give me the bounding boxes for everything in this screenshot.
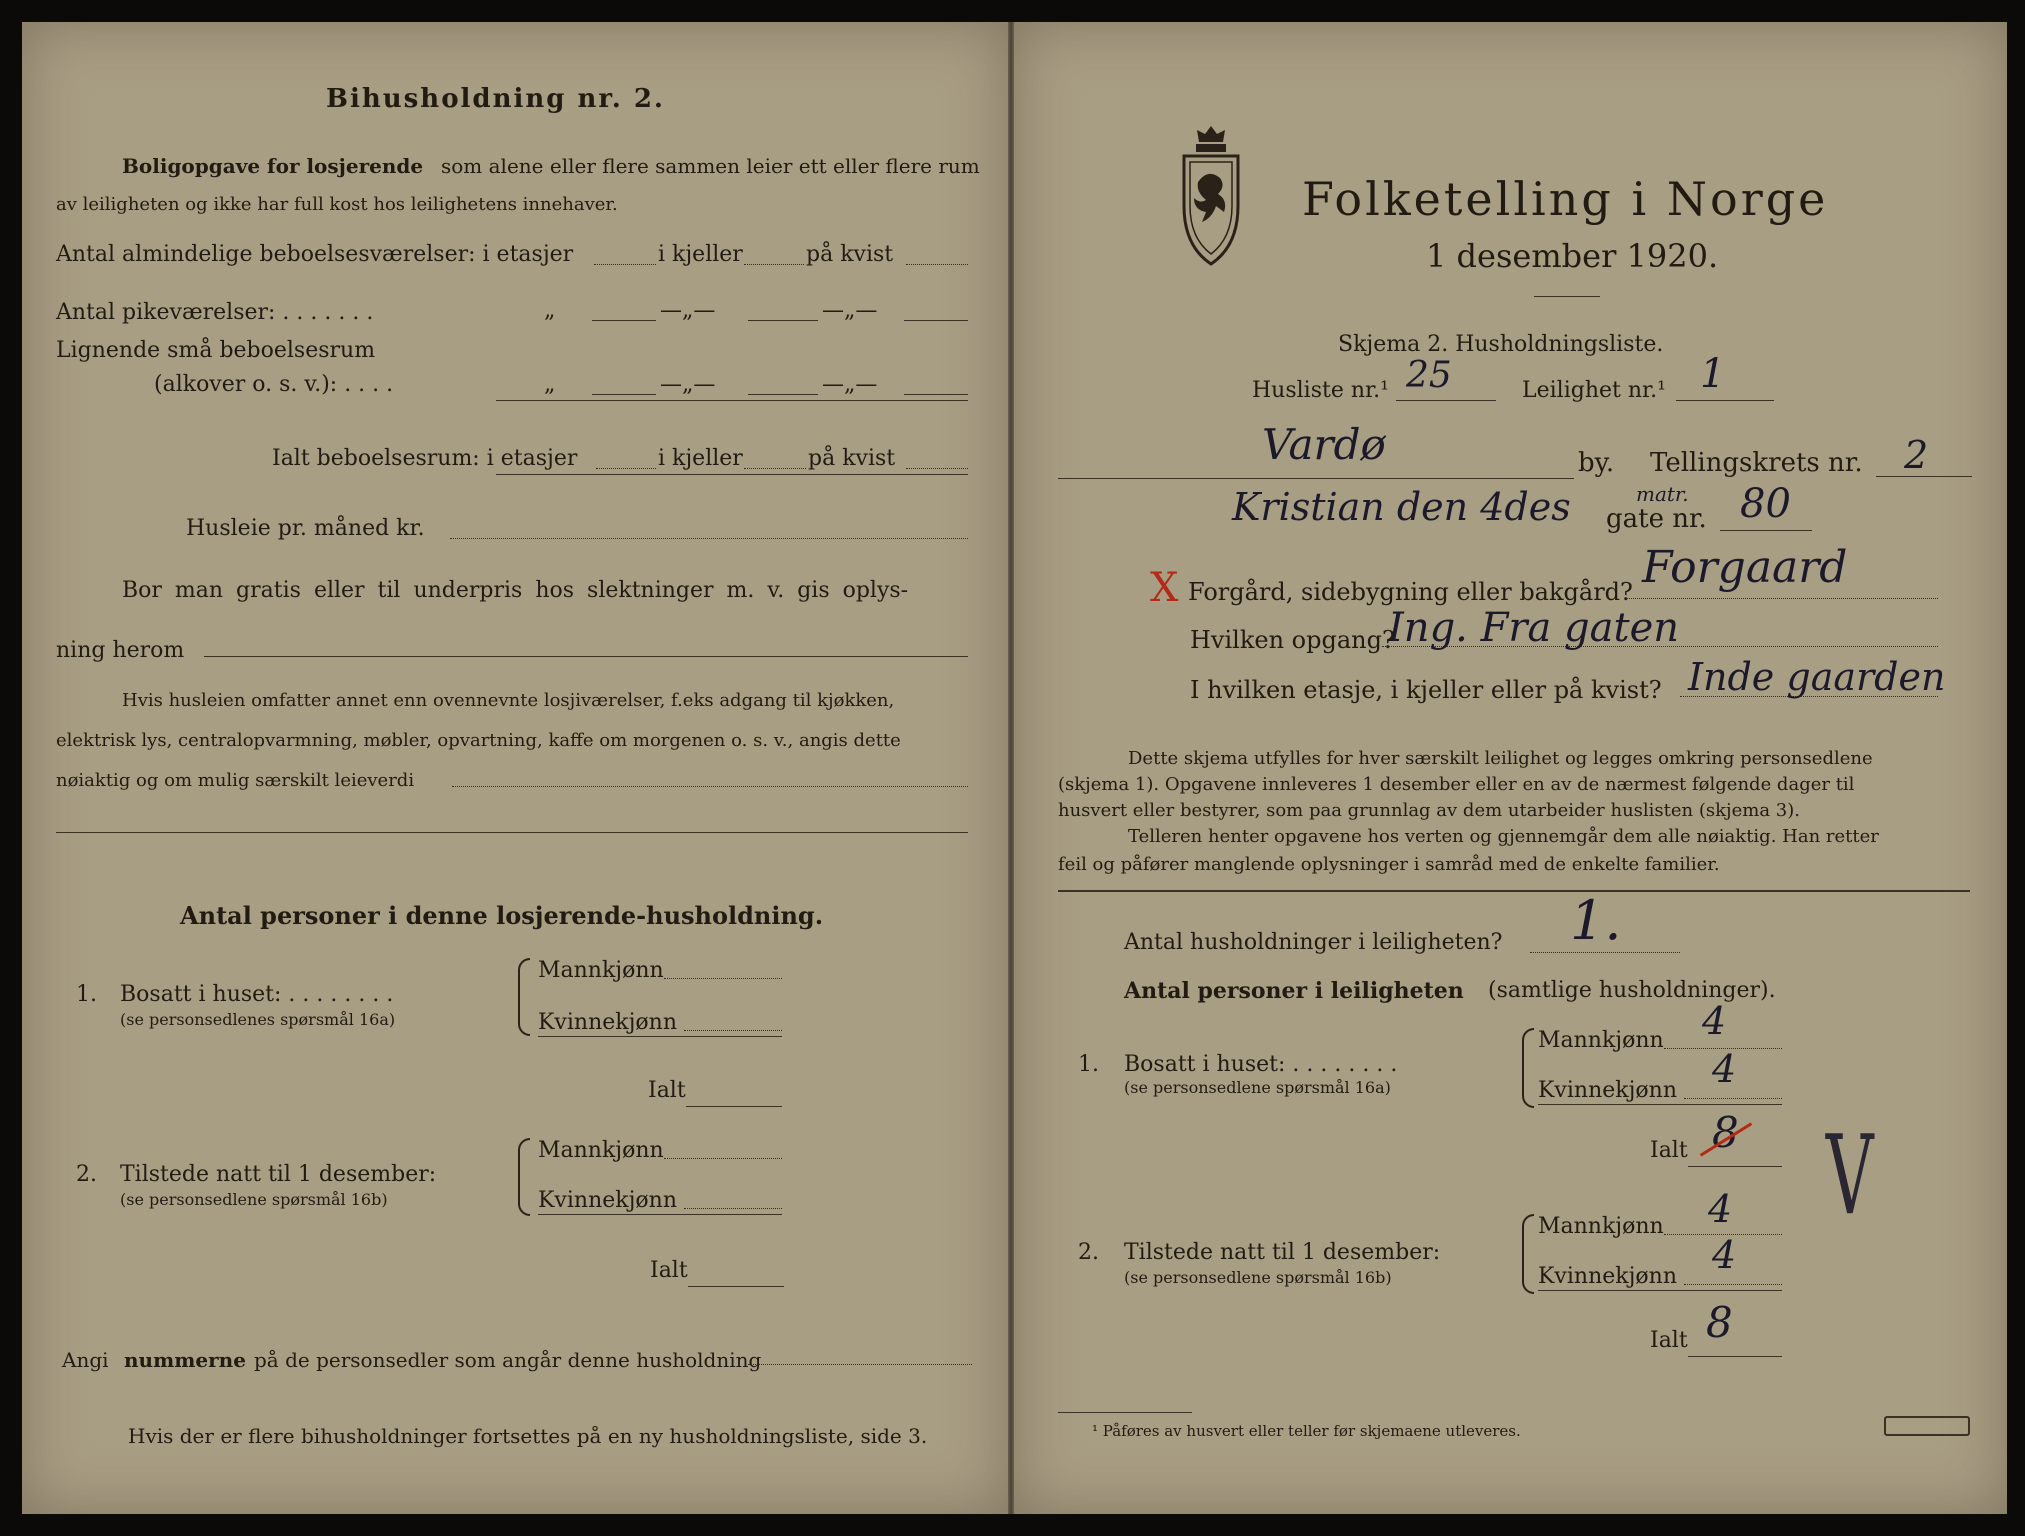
gate-abbr: matr. bbox=[1636, 482, 1689, 506]
left-q2-kvinne-label: Kvinnekjønn bbox=[538, 1188, 677, 1213]
forgard-value: Forgaard bbox=[1642, 542, 1848, 593]
right-q2-brace bbox=[1522, 1214, 1534, 1294]
left-q1-ialt-field[interactable] bbox=[686, 1106, 782, 1107]
ialt-underline bbox=[496, 474, 968, 475]
right-persons-rest: (samtlige husholdninger). bbox=[1488, 978, 1776, 1003]
note-line5: feil og påfører manglende oplysninger i samråd med de enkelte familier. bbox=[1058, 854, 1720, 875]
right-q1-ialt-field[interactable] bbox=[1688, 1166, 1782, 1167]
forgard-label: Forgård, sidebygning eller bakgård? bbox=[1188, 578, 1633, 606]
opgang-label: Hvilken opgang? bbox=[1190, 626, 1395, 654]
antal-hush-value: 1. bbox=[1570, 889, 1622, 952]
pike-etasjer-field[interactable] bbox=[592, 320, 656, 321]
left-q1-underline bbox=[538, 1036, 782, 1037]
leieverdi-field[interactable] bbox=[452, 786, 968, 787]
antal-kvist-label: på kvist bbox=[806, 242, 894, 267]
bor-line2: ning herom bbox=[56, 638, 185, 663]
lignende-line2: (alkover o. s. v.): . . . . bbox=[154, 372, 394, 397]
angi-pre: Angi bbox=[62, 1348, 109, 1372]
antal-kjeller-field[interactable] bbox=[744, 264, 804, 265]
left-q2-kvinne-field[interactable] bbox=[684, 1208, 782, 1209]
right-q1-kvinne-label: Kvinnekjønn bbox=[1538, 1078, 1677, 1103]
antal-kjeller-label: i kjeller bbox=[658, 242, 743, 267]
leieverdi-field-2[interactable] bbox=[56, 832, 968, 833]
right-q2-sub: (se personsedlene spørsmål 16b) bbox=[1124, 1268, 1392, 1287]
antal-label: Antal almindelige beboelsesværelser: i etasjer bbox=[56, 242, 574, 267]
ialt-kjeller-field[interactable] bbox=[744, 468, 806, 469]
lignende-etasjer-field[interactable] bbox=[592, 394, 656, 395]
bor-line1: Bor man gratis eller til underpris hos slektninger m. v. gis oplys- bbox=[122, 578, 909, 603]
lignende-ditto-3: —„— bbox=[822, 372, 878, 397]
lignende-ditto-2: —„— bbox=[660, 372, 716, 397]
skjema-label: Skjema 2. Husholdningsliste. bbox=[1338, 332, 1664, 357]
krets-value: 2 bbox=[1904, 433, 1929, 477]
left-q1-sub: (se personsedlenes spørsmål 16a) bbox=[120, 1010, 396, 1029]
leilighet-field[interactable] bbox=[1676, 400, 1774, 401]
note-line4: Telleren henter opgavene hos verten og gjennemgår dem alle nøiaktig. Han retter bbox=[1128, 826, 1879, 847]
right-persons-bold: Antal personer i leiligheten bbox=[1124, 978, 1464, 1004]
right-q1-label: Bosatt i huset: . . . . . . . . bbox=[1124, 1052, 1398, 1077]
gate-value: Kristian den 4des bbox=[1232, 485, 1571, 529]
left-q1-mann-label: Mannkjønn bbox=[538, 958, 664, 983]
krets-label: Tellingskrets nr. bbox=[1650, 448, 1863, 478]
pike-ditto: „ bbox=[544, 298, 556, 323]
left-persons-heading: Antal personer i denne losjerende-husholdning. bbox=[180, 901, 824, 930]
intro-bold: Boligopgave for losjerende bbox=[122, 154, 424, 178]
note-line3: husvert eller bestyrer, som paa grunnlag av dem utarbeider huslisten (skjema 3). bbox=[1058, 800, 1800, 821]
right-title: Folketelling i Norge bbox=[1302, 172, 1829, 226]
right-q1-kvinne-field[interactable] bbox=[1684, 1098, 1782, 1099]
angi-rest: på de personsedler som angår denne husholdning bbox=[254, 1348, 762, 1372]
angi-field[interactable] bbox=[748, 1364, 972, 1365]
left-q1-label: Bosatt i huset: . . . . . . . . bbox=[120, 982, 394, 1007]
footnote-rule bbox=[1058, 1412, 1192, 1413]
by-field[interactable] bbox=[1058, 478, 1574, 479]
left-q1-mann-field[interactable] bbox=[664, 978, 782, 979]
husleie-label: Husleie pr. måned kr. bbox=[186, 516, 425, 541]
lignende-kjeller-field[interactable] bbox=[748, 394, 818, 395]
pike-label: Antal pikeværelser: . . . . . . . bbox=[56, 300, 374, 325]
antal-etasjer-field[interactable] bbox=[594, 264, 656, 265]
left-q1-num: 1. bbox=[76, 982, 97, 1007]
note-rule bbox=[1058, 890, 1970, 892]
husleie-field[interactable] bbox=[450, 538, 968, 539]
right-q2-ialt-label: Ialt bbox=[1650, 1328, 1688, 1353]
pike-kvist-field[interactable] bbox=[904, 320, 968, 321]
gate-nr-value: 80 bbox=[1740, 481, 1791, 527]
husliste-value: 25 bbox=[1406, 355, 1452, 396]
leilighet-value: 1 bbox=[1700, 351, 1726, 397]
right-q1-ialt-value: 8 bbox=[1712, 1108, 1739, 1157]
note-line2: (skjema 1). Opgavene innleveres 1 desember eller en av de nærmest følgende dager til bbox=[1058, 774, 1855, 795]
right-q2-mann-label: Mannkjønn bbox=[1538, 1214, 1664, 1239]
left-title: Bihusholdning nr. 2. bbox=[326, 84, 665, 114]
title-rule bbox=[1534, 296, 1600, 297]
x-mark: X bbox=[1150, 565, 1179, 611]
left-q1-ialt-label: Ialt bbox=[648, 1078, 686, 1103]
ialt-kjeller-label: i kjeller bbox=[658, 446, 743, 471]
lignende-ditto: „ bbox=[544, 372, 556, 397]
right-q2-kvinne-label: Kvinnekjønn bbox=[1538, 1264, 1677, 1289]
left-q2-ialt-label: Ialt bbox=[650, 1258, 688, 1283]
etasje-value: Inde gaarden bbox=[1688, 655, 1946, 699]
pike-ditto-3: —„— bbox=[822, 298, 878, 323]
etasje-label: I hvilken etasje, i kjeller eller på kvist? bbox=[1190, 676, 1662, 704]
left-q2-mann-field[interactable] bbox=[664, 1158, 782, 1159]
antal-hush-field[interactable] bbox=[1530, 952, 1680, 953]
right-q2-kvinne-value: 4 bbox=[1712, 1233, 1737, 1277]
left-q2-label: Tilstede natt til 1 desember: bbox=[120, 1162, 437, 1187]
pike-kjeller-field[interactable] bbox=[748, 320, 818, 321]
hvis-line3: nøiaktig og om mulig særskilt leieverdi bbox=[56, 770, 415, 791]
right-q1-mann-value: 4 bbox=[1702, 999, 1727, 1043]
left-footer: Hvis der er flere bihusholdninger fortsettes på en ny husholdningsliste, side 3. bbox=[128, 1424, 928, 1448]
left-q2-sub: (se personsedlene spørsmål 16b) bbox=[120, 1190, 388, 1209]
note-line1: Dette skjema utfylles for hver særskilt leilighet og legges omkring personsedlene bbox=[1128, 748, 1873, 769]
census-date: 1 desember 1920. bbox=[1426, 237, 1719, 275]
by-value: Vardø bbox=[1262, 420, 1386, 469]
right-q1-underline bbox=[1538, 1104, 1782, 1105]
left-q1-brace bbox=[518, 958, 530, 1036]
right-q2-kvinne-field[interactable] bbox=[1684, 1284, 1782, 1285]
left-q2-ialt-field[interactable] bbox=[688, 1286, 784, 1287]
leilighet-label: Leilighet nr.¹ bbox=[1522, 378, 1666, 403]
husliste-label: Husliste nr.¹ bbox=[1252, 378, 1389, 403]
printer-stamp bbox=[1884, 1416, 1970, 1436]
right-q2-ialt-field[interactable] bbox=[1688, 1356, 1782, 1357]
right-q2-mann-value: 4 bbox=[1708, 1187, 1733, 1231]
gate-label: gate nr. bbox=[1606, 504, 1707, 534]
right-q2-ialt-value: 8 bbox=[1706, 1298, 1733, 1347]
hvis-line1: Hvis husleien omfatter annet enn ovennevnte losjiværelser, f.eks adgang til kjøkken, bbox=[122, 690, 895, 711]
angi-bold: nummerne bbox=[124, 1348, 246, 1372]
right-q2-underline bbox=[1538, 1290, 1782, 1291]
antal-kvist-field[interactable] bbox=[906, 264, 968, 265]
right-q2-num: 2. bbox=[1078, 1240, 1099, 1265]
ialt-rum-label: Ialt beboelsesrum: i etasjer bbox=[272, 446, 578, 471]
gate-nr-field[interactable] bbox=[1720, 530, 1812, 531]
by-label: by. bbox=[1578, 448, 1615, 478]
check-mark: V bbox=[1825, 1111, 1874, 1239]
left-q1-kvinne-label: Kvinnekjønn bbox=[538, 1010, 677, 1035]
left-q2-mann-label: Mannkjønn bbox=[538, 1138, 664, 1163]
lignende-kvist-field[interactable] bbox=[904, 394, 968, 395]
husliste-field[interactable] bbox=[1396, 400, 1496, 401]
pike-ditto-2: —„— bbox=[660, 298, 716, 323]
right-q1-ialt-label: Ialt bbox=[1650, 1138, 1688, 1163]
coat-of-arms-icon bbox=[1176, 122, 1246, 272]
ialt-etasjer-field[interactable] bbox=[596, 468, 656, 469]
left-q2-underline bbox=[538, 1214, 782, 1215]
sum-underline bbox=[496, 400, 968, 401]
right-q1-brace bbox=[1522, 1028, 1534, 1108]
lignende-line1: Lignende små beboelsesrum bbox=[56, 338, 376, 363]
ialt-kvist-field[interactable] bbox=[906, 468, 968, 469]
right-q1-mann-label: Mannkjønn bbox=[1538, 1028, 1664, 1053]
right-footnote: ¹ Påføres av husvert eller teller før skjemaene utleveres. bbox=[1092, 1422, 1521, 1440]
antal-hush-label: Antal husholdninger i leiligheten? bbox=[1124, 930, 1503, 955]
right-q1-kvinne-value: 4 bbox=[1712, 1047, 1737, 1091]
right-q1-num: 1. bbox=[1078, 1052, 1099, 1077]
right-q2-label: Tilstede natt til 1 desember: bbox=[1124, 1240, 1441, 1265]
left-q1-kvinne-field[interactable] bbox=[684, 1030, 782, 1031]
forgard-field[interactable] bbox=[1626, 598, 1938, 599]
bor-field[interactable] bbox=[204, 656, 968, 657]
ialt-kvist-label: på kvist bbox=[808, 446, 896, 471]
left-q2-brace bbox=[518, 1138, 530, 1216]
opgang-value: Ing. Fra gaten bbox=[1388, 605, 1679, 651]
intro-rest: som alene eller flere sammen leier ett eller flere rum bbox=[441, 154, 980, 178]
hvis-line2: elektrisk lys, centralopvarmning, møbler, opvartning, kaffe om morgenen o. s. v., angis dette bbox=[56, 730, 901, 751]
left-q2-num: 2. bbox=[76, 1162, 97, 1187]
right-q1-sub: (se personsedlene spørsmål 16a) bbox=[1124, 1078, 1391, 1097]
intro-line2: av leiligheten og ikke har full kost hos leilighetens innehaver. bbox=[56, 194, 618, 215]
